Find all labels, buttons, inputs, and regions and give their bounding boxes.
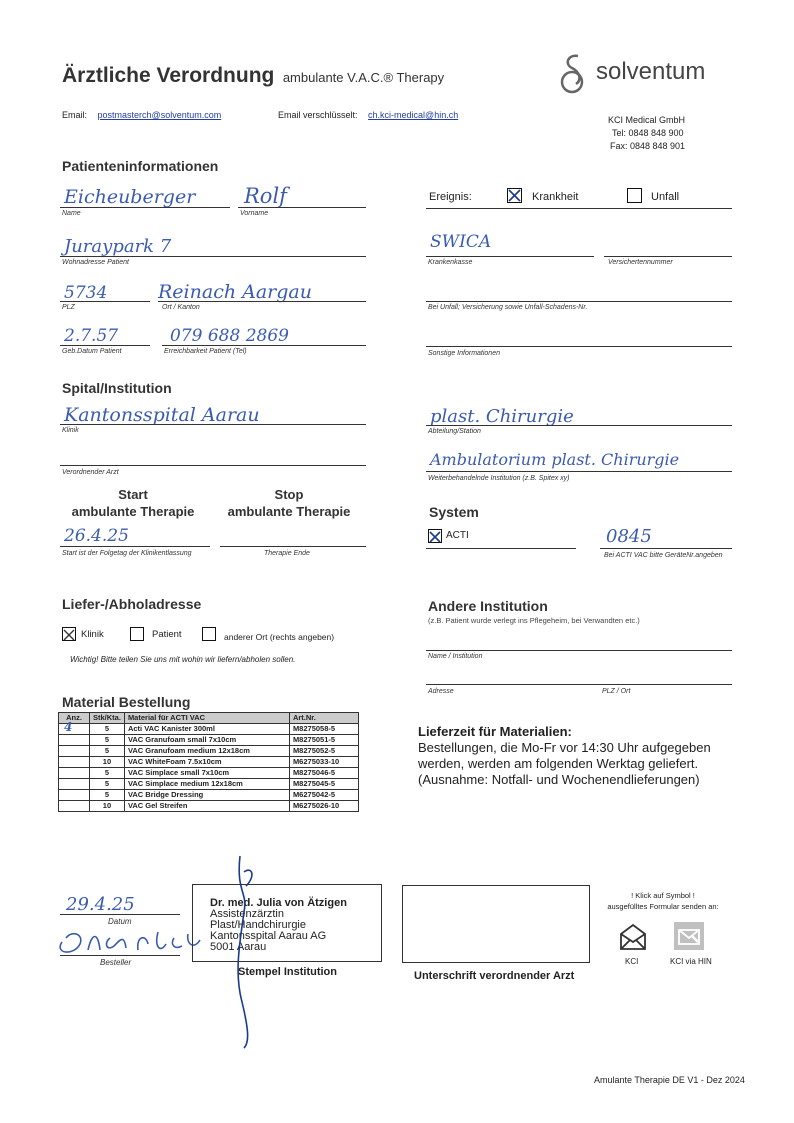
title: Ärztliche Verordnung	[62, 64, 275, 87]
arzt-line	[60, 465, 366, 466]
hin-mail-icon	[674, 922, 704, 950]
email-link[interactable]: postmasterch@solventum.com	[97, 110, 222, 120]
cell-anz[interactable]	[59, 746, 90, 757]
start-heading	[62, 486, 204, 520]
abteilung-label: Abteilung/Station	[428, 428, 481, 435]
krankheit-label: Krankheit	[532, 191, 579, 203]
ort-line	[158, 301, 366, 302]
ort-label: Ort / Kanton	[162, 304, 200, 311]
klinik-value[interactable]: Kantonsspital Aarau	[64, 404, 260, 426]
version-label: Amulante Therapie DE V1 - Dez 2024	[594, 1075, 745, 1085]
cell-artnr: M6275026-10	[289, 801, 358, 812]
andere-name-label: Name / Institution	[428, 653, 483, 660]
klick-line2: ausgefülltes Formular senden an:	[607, 902, 719, 911]
cell-stk: 10	[90, 757, 125, 768]
kci-label: KCI	[625, 957, 639, 966]
company-tel: Tel: 0848 848 900	[612, 128, 684, 138]
email-label: Email:	[62, 110, 88, 120]
cell-anz[interactable]	[59, 779, 90, 790]
cell-material: Acti VAC Kanister 300ml	[124, 724, 289, 735]
dob-label: Geb.Datum Patient	[62, 348, 122, 355]
hin-mail-button[interactable]	[674, 922, 704, 950]
unterschrift-box[interactable]	[402, 885, 590, 963]
cell-anz[interactable]	[59, 790, 90, 801]
andere-adresse-label: Adresse	[428, 688, 454, 695]
cell-material: VAC Granufoam small 7x10cm	[124, 735, 289, 746]
liefer-patient-checkbox[interactable]	[130, 627, 144, 641]
table-row	[59, 757, 359, 768]
ende-label: Therapie Ende	[264, 550, 310, 557]
cell-material: VAC WhiteFoam 7.5x10cm	[124, 757, 289, 768]
email-enc-link[interactable]: ch.kci-medical@hin.ch	[368, 110, 459, 120]
weiter-line	[426, 471, 732, 472]
patient-vorname[interactable]: Rolf	[244, 184, 287, 208]
company-fax: Fax: 0848 848 901	[610, 141, 686, 151]
patient-ort[interactable]: Reinach Aargau	[158, 281, 312, 303]
krankenkasse-value[interactable]: SWICA	[430, 232, 492, 252]
liefer-klinik-label: Klinik	[81, 629, 104, 640]
unterschrift-label: Unterschrift verordnender Arzt	[414, 970, 575, 982]
table-row	[59, 746, 359, 757]
liefer-anderer-checkbox[interactable]	[202, 627, 216, 641]
cell-stk: 5	[90, 790, 125, 801]
cell-artnr: M8275058-5	[289, 724, 358, 735]
hin-label: KCI via HIN	[670, 957, 712, 966]
table-row	[59, 735, 359, 746]
table-row	[59, 790, 359, 801]
company-name: KCI Medical GmbH	[608, 115, 686, 125]
ereignis-line	[426, 208, 732, 209]
cell-anz[interactable]	[59, 757, 90, 768]
plz-line	[60, 301, 150, 302]
stop-heading	[218, 486, 360, 520]
mail-icon	[618, 922, 648, 952]
email-enc-label: Email verschlüsselt:	[278, 110, 358, 120]
andere-name-line	[426, 650, 732, 651]
lieferzeit-line1: Bestellungen, die Mo-Fr vor 14:30 Uhr aufgegeben	[418, 740, 711, 755]
page-title	[62, 64, 444, 88]
kci-mail-button[interactable]	[618, 922, 648, 957]
address-line	[60, 256, 366, 257]
serial-label: Bei ACTI VAC bitte GeräteNr.angeben	[604, 552, 723, 559]
cell-artnr: M8275051-5	[289, 735, 358, 746]
unfallnr-line	[426, 301, 732, 302]
stempel-label: Stempel Institution	[238, 966, 337, 978]
cell-artnr: M6275042-5	[289, 790, 358, 801]
cell-stk: 5	[90, 735, 125, 746]
patient-plz[interactable]: 5734	[64, 283, 108, 303]
andere-plz-label: PLZ / Ort	[602, 688, 631, 695]
stamp-line2: Assistenzärztin	[210, 908, 284, 920]
cell-material: VAC Gel Streifen	[124, 801, 289, 812]
name-label: Name	[62, 210, 81, 217]
address-label: Wohnadresse Patient	[62, 259, 129, 266]
klinik-line	[60, 424, 366, 425]
material-header-row	[59, 713, 359, 724]
stamp-line1: Dr. med. Julia von Ätzigen	[210, 897, 347, 909]
name-line	[60, 207, 230, 208]
andere-hint: (z.B. Patient wurde verlegt ins Pflegeheim, bei Verwandten etc.)	[428, 616, 640, 625]
cell-anz[interactable]	[59, 768, 90, 779]
col-stk: Stk/Kta.	[90, 713, 125, 724]
cell-stk: 5	[90, 779, 125, 790]
lieferzeit-line3: (Ausnahme: Notfall- und Wochenendlieferungen)	[418, 772, 700, 787]
system-section-title: System	[429, 504, 479, 520]
footer-date[interactable]: 29.4.25	[66, 894, 135, 915]
doctor-signature	[226, 852, 266, 1057]
unfall-label: Unfall	[651, 191, 680, 203]
patient-section-title: Patienteninformationen	[62, 158, 219, 174]
arzt-label: Verordnender Arzt	[62, 469, 119, 476]
start-value[interactable]: 26.4.25	[64, 526, 129, 546]
datum-label: Datum	[108, 917, 132, 926]
stamp-line5: 5001 Aarau	[210, 941, 267, 953]
logo-text: solventum	[596, 58, 706, 85]
spital-section-title: Spital/Institution	[62, 380, 172, 396]
weiter-value[interactable]: Ambulatorium plast. Chirurgie	[430, 450, 680, 469]
stamp-line4: Kantonsspital Aarau AG	[210, 930, 327, 942]
table-row	[59, 801, 359, 812]
andere-adresse-line	[426, 684, 732, 685]
lieferzeit-line2: werden, werden am folgenden Werktag geliefert.	[418, 756, 699, 771]
solventum-logo	[556, 52, 592, 101]
abteilung-value[interactable]: plast. Chirurgie	[430, 406, 574, 427]
tel-label: Erreichbarkeit Patient (Tel)	[164, 348, 247, 355]
andere-section-title: Andere Institution	[428, 598, 548, 614]
table-row	[59, 779, 359, 790]
signature-icon	[226, 852, 266, 1052]
cell-material: VAC Bridge Dressing	[124, 790, 289, 801]
cell-artnr: M6275033-10	[289, 757, 358, 768]
cell-stk: 5	[90, 768, 125, 779]
versnr-label: Versichertennummer	[608, 259, 673, 266]
start-heading-line2: ambulante Therapie	[71, 504, 195, 519]
email-enc-row	[278, 110, 458, 120]
sonstige-line	[426, 346, 732, 347]
col-anz: Anz.	[59, 713, 90, 724]
stamp-line3: Plast/Handchirurgie	[210, 919, 306, 931]
versnr-line	[604, 256, 732, 257]
serial-line	[600, 548, 732, 549]
material-section-title: Material Bestellung	[62, 694, 191, 710]
weiter-label: Weiterbehandelnde Institution (z.B. Spitex xy)	[428, 475, 570, 482]
lieferzeit-title: Lieferzeit für Materialien:	[418, 724, 572, 739]
vorname-label: Vorname	[240, 210, 269, 217]
subtitle: ambulante V.A.C.® Therapy	[282, 70, 445, 85]
liefer-patient-label: Patient	[152, 629, 182, 640]
table-row	[59, 768, 359, 779]
checkmark-x-icon	[508, 189, 521, 202]
dob-line	[60, 345, 150, 346]
acti-checkbox[interactable]	[428, 529, 442, 543]
besteller-line	[60, 955, 180, 956]
tel-line	[162, 345, 366, 346]
klinik-label: Klinik	[62, 427, 79, 434]
liefer-section-title: Liefer-/Abholadresse	[62, 596, 202, 612]
acti-label: ACTI	[446, 530, 469, 541]
stop-line	[220, 546, 366, 547]
material-table-body	[59, 724, 359, 812]
liefer-anderer-label: anderer Ort (rechts angeben)	[224, 632, 335, 642]
checkmark-x-icon	[429, 531, 441, 543]
date-line	[60, 914, 180, 915]
col-material: Material für ACTI VAC	[124, 713, 289, 724]
liefer-klinik-checkbox[interactable]	[62, 627, 76, 641]
marked-qty[interactable]: 4	[64, 720, 73, 734]
start-line	[60, 546, 210, 547]
start-label: Start ist der Folgetag der Klinikentlassung	[62, 550, 192, 557]
unfallnr-label: Bei Unfall; Versicherung sowie Unfall-Schadens-Nr.	[428, 304, 588, 311]
signature-icon	[54, 924, 204, 958]
send-instructions	[596, 890, 730, 912]
table-row	[59, 724, 359, 735]
logo-icon	[556, 52, 592, 96]
liefer-hint: Wichtig! Bitte teilen Sie uns mit wohin wir liefern/abholen sollen.	[70, 655, 296, 664]
kasse-line	[426, 256, 594, 257]
patient-dob[interactable]: 2.7.57	[64, 326, 119, 346]
serial-value[interactable]: 0845	[606, 526, 652, 547]
klick-line1: ! Klick auf Symbol !	[631, 891, 695, 900]
patient-tel[interactable]: 079 688 2869	[170, 326, 289, 346]
cell-anz[interactable]	[59, 801, 90, 812]
krankheit-checkbox[interactable]	[507, 188, 522, 203]
patient-name[interactable]: Eicheuberger	[64, 186, 196, 208]
cell-artnr: M8275046-5	[289, 768, 358, 779]
col-artnr: Art.Nr.	[289, 713, 358, 724]
company-info	[608, 114, 685, 153]
lieferzeit-block	[418, 724, 711, 788]
material-table	[58, 712, 359, 812]
kasse-label: Krankenkasse	[428, 259, 473, 266]
besteller-label: Besteller	[100, 958, 132, 967]
cell-stk: 5	[90, 746, 125, 757]
vorname-line	[238, 207, 366, 208]
cell-stk: 10	[90, 801, 125, 812]
unfall-checkbox[interactable]	[627, 188, 642, 203]
acti-line	[426, 548, 576, 549]
sonstige-label: Sonstige Informationen	[428, 350, 500, 357]
cell-material: VAC Granufoam medium 12x18cm	[124, 746, 289, 757]
cell-material: VAC Simplace medium 12x18cm	[124, 779, 289, 790]
cell-artnr: M8275052-5	[289, 746, 358, 757]
start-heading-line1: Start	[118, 487, 148, 502]
cell-stk: 5	[90, 724, 125, 735]
cell-material: VAC Simplace small 7x10cm	[124, 768, 289, 779]
checkmark-x-icon	[63, 629, 75, 641]
cell-artnr: M8275045-5	[289, 779, 358, 790]
plz-label: PLZ	[62, 304, 75, 311]
stop-heading-line1: Stop	[274, 487, 304, 502]
abteilung-line	[426, 425, 732, 426]
ereignis-label: Ereignis:	[429, 191, 472, 203]
cell-anz[interactable]	[59, 735, 90, 746]
patient-address[interactable]: Juraypark 7	[64, 236, 172, 257]
stop-heading-line2: ambulante Therapie	[227, 504, 351, 519]
email-row	[62, 110, 221, 120]
